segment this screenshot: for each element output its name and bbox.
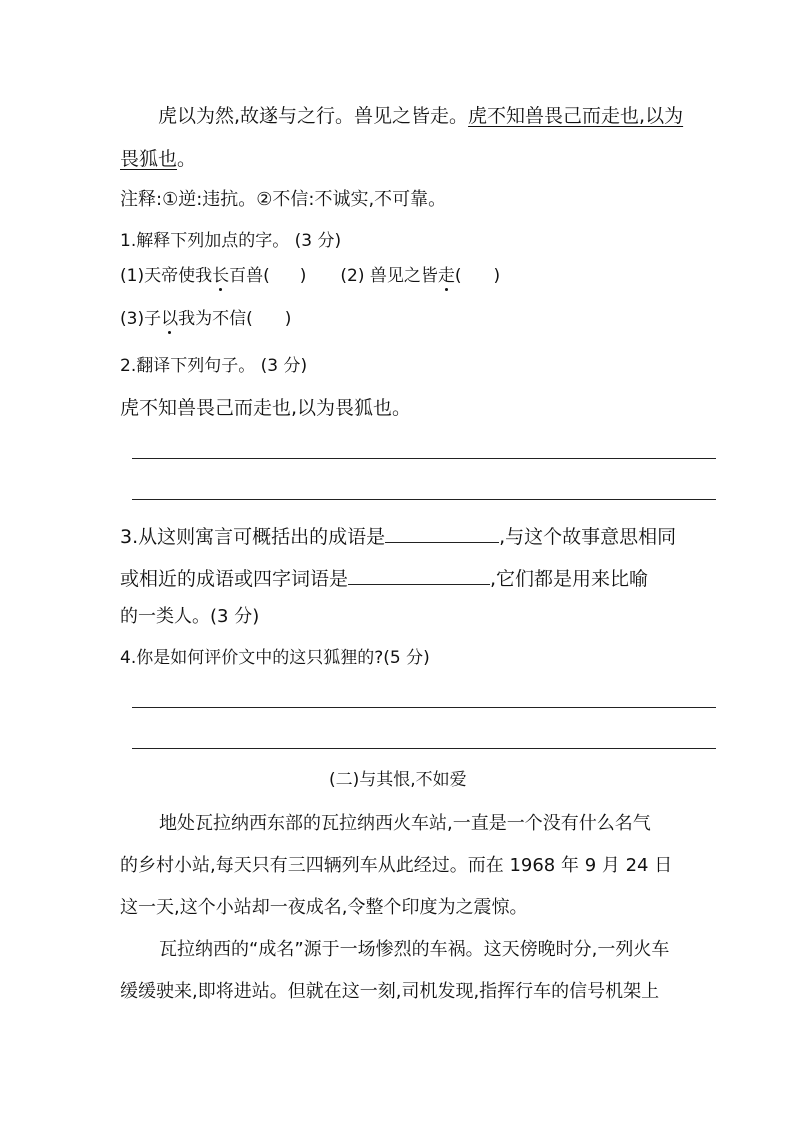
q1-item-1-paren-close: ) xyxy=(299,266,307,286)
q3-text-4: ,它们都是用来比喻 xyxy=(490,568,649,590)
passage-two-heading: (二)与其恨,不如爱 xyxy=(329,770,467,790)
passage-two-p2-line-1: 瓦拉纳西的“成名”源于一场惨烈的车祸。这天傍晚时分,一列火车 xyxy=(159,939,670,960)
answer-line-q4-2[interactable] xyxy=(132,748,716,749)
answer-line-q2-1[interactable] xyxy=(132,458,716,459)
question-2-sentence: 虎不知兽畏己而走也,以为畏狐也。 xyxy=(120,397,412,419)
question-1-items-row xyxy=(120,268,500,285)
q1-item-1-text: (1)天帝使我 xyxy=(120,266,213,286)
question-1-item-3-row xyxy=(120,311,291,328)
passage-line-2 xyxy=(120,150,196,169)
q3-text-2: ,与这个故事意思相同 xyxy=(499,526,677,548)
question-2-title: 2.翻译下列句子。 (3 分) xyxy=(120,356,308,376)
q1-item-1-text-after: 百兽( xyxy=(229,266,270,286)
q1-item-2-dotted-char: 走 xyxy=(437,266,455,286)
q3-similar-idiom-blank[interactable] xyxy=(348,566,490,585)
passage-two-p1-line-1: 地处瓦拉纳西东部的瓦拉纳西火车站,一直是一个没有什么名气 xyxy=(159,813,651,834)
question-3-line-1 xyxy=(120,524,676,547)
passage-two-p1-line-2: 的乡村小站,每天只有三四辆列车从此经过。而在 1968 年 9 月 24 日 xyxy=(120,855,673,876)
q1-item-2-paren-close: ) xyxy=(493,266,501,286)
question-1-title: 1.解释下列加点的字。 (3 分) xyxy=(120,231,342,251)
q1-item-2-text: (2) 兽见之皆 xyxy=(340,266,438,286)
q1-item-3-paren-close: ) xyxy=(284,309,292,329)
question-4-title: 4.你是如何评价文中的这只狐狸的?(5 分) xyxy=(120,648,430,668)
passage-two-p1-line-3: 这一天,这个小站却一夜成名,令整个印度为之震惊。 xyxy=(120,897,528,918)
q1-item-3-dotted-char: 以 xyxy=(161,309,179,329)
passage-text: 虎以为然,故遂与之行。兽见之皆走。 xyxy=(158,105,469,127)
underlined-sentence-end: 畏狐也 xyxy=(120,148,178,170)
question-3-line-2 xyxy=(120,566,648,589)
q1-item-2-paren-open: ( xyxy=(454,266,462,286)
passage-line-1 xyxy=(158,107,683,126)
q3-idiom-blank[interactable] xyxy=(385,524,499,543)
q3-text-1: 3.从这则寓言可概括出的成语是 xyxy=(120,526,386,548)
annotation-note: 注释:①逆:违抗。②不信:不诚实,不可靠。 xyxy=(120,189,447,210)
q3-text-3: 或相近的成语或四字词语是 xyxy=(120,568,349,590)
q1-item-1-dotted-char: 长 xyxy=(212,266,230,286)
passage-two-p2-line-2: 缓缓驶来,即将进站。但就在这一刻,司机发现,指挥行车的信号机架上 xyxy=(120,981,660,1002)
q1-item-3-text: (3)子 xyxy=(120,309,162,329)
question-3-line-3: 的一类人。(3 分) xyxy=(120,606,260,627)
passage-text: 。 xyxy=(177,148,197,170)
answer-line-q2-2[interactable] xyxy=(132,499,716,500)
answer-line-q4-1[interactable] xyxy=(132,707,716,708)
underlined-sentence: 虎不知兽畏己而走也,以为 xyxy=(468,105,684,127)
q1-item-3-text-after: 我为不信( xyxy=(178,309,253,329)
